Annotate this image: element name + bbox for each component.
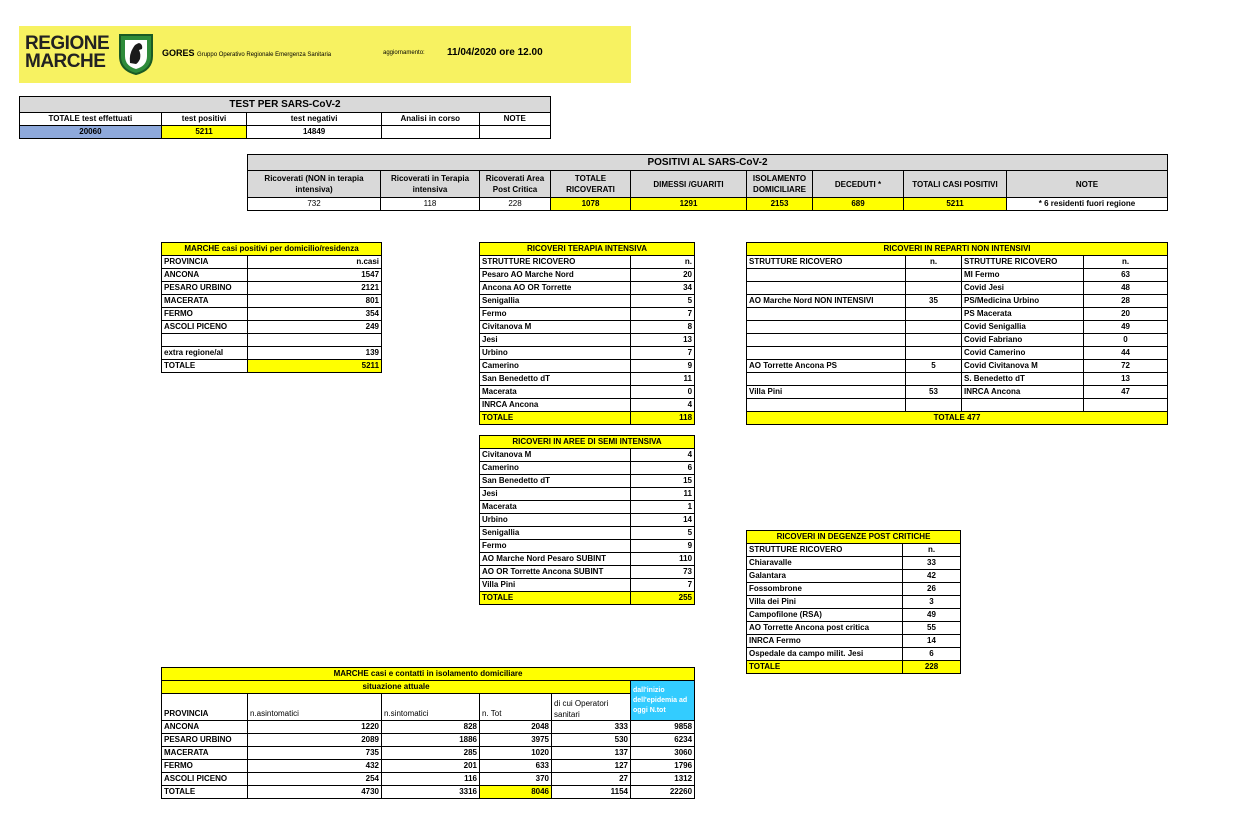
domicilio-col-provincia: PROVINCIA — [162, 256, 248, 269]
domicilio-total-label: TOTALE — [162, 360, 248, 373]
domicilio-row — [162, 321, 382, 334]
iso-row-tot: 370 — [480, 773, 552, 786]
positivi-header-ricoverati: Ricoverati (NON in terapia intensiva) — [248, 171, 381, 198]
ni-row-struttura-2: INRCA Ancona — [962, 386, 1084, 399]
iso-row-operatori: 530 — [552, 734, 631, 747]
ni-total: TOTALE 477 — [747, 412, 1168, 425]
post-critiche-table — [746, 530, 961, 674]
iso-row-provincia: ASCOLI PICENO — [162, 773, 248, 786]
ti-row-value: 11 — [631, 373, 695, 386]
positivi-header-note: NOTE — [1007, 171, 1168, 198]
semi-row-name: AO Marche Nord Pesaro SUBINT — [480, 553, 631, 566]
ni-row-struttura-2: Covid Senigallia — [962, 321, 1084, 334]
ni-row — [747, 386, 1168, 399]
update-label: aggiornamento: — [383, 50, 425, 56]
ti-col-n: n. — [631, 256, 695, 269]
iso-row-operatori: 127 — [552, 760, 631, 773]
ti-row — [480, 373, 695, 386]
ni-row-n-2: 28 — [1084, 295, 1168, 308]
iso-row-epidemia: 6234 — [631, 734, 695, 747]
pc-total-value: 228 — [903, 661, 961, 674]
tests-notes-value — [479, 126, 550, 139]
tests-header-total: TOTALE test effettuati — [20, 113, 162, 126]
iso-row-tot: 2048 — [480, 721, 552, 734]
semi-row-value: 7 — [631, 579, 695, 592]
ni-row — [747, 334, 1168, 347]
iso-row-provincia: FERMO — [162, 760, 248, 773]
positivi-header-dimessi: DIMESSI /GUARITI — [631, 171, 747, 198]
ni-row-struttura-2: Covid Jesi — [962, 282, 1084, 295]
pc-col-strutture: STRUTTURE RICOVERO — [747, 544, 903, 557]
iso-row-tot: 633 — [480, 760, 552, 773]
pc-row-value: 42 — [903, 570, 961, 583]
ni-row — [747, 295, 1168, 308]
pc-row-name: AO Torrette Ancona post critica — [747, 622, 903, 635]
iso-row-epidemia: 3060 — [631, 747, 695, 760]
ni-row — [747, 282, 1168, 295]
tests-title: TEST PER SARS-CoV-2 — [20, 97, 551, 113]
logo-text — [25, 35, 109, 71]
ti-row-name: Senigallia — [480, 295, 631, 308]
iso-row-asintomatici: 432 — [248, 760, 382, 773]
ti-row-name: Fermo — [480, 308, 631, 321]
iso-total-epidemia: 22260 — [631, 786, 695, 799]
semi-row-value: 11 — [631, 488, 695, 501]
iso-row-sintomatici: 116 — [382, 773, 480, 786]
iso-total-tot: 8046 — [480, 786, 552, 799]
domicilio-row — [162, 269, 382, 282]
ti-row-name: INRCA Ancona — [480, 399, 631, 412]
ni-row-struttura-2: PS Macerata — [962, 308, 1084, 321]
iso-row-asintomatici: 2089 — [248, 734, 382, 747]
iso-header-sintomatici: n.sintomatici — [382, 708, 480, 721]
semi-row-value: 4 — [631, 449, 695, 462]
pc-row-value: 14 — [903, 635, 961, 648]
pc-row — [747, 596, 961, 609]
semi-row — [480, 501, 695, 514]
ni-row-n-2: 47 — [1084, 386, 1168, 399]
semi-row — [480, 514, 695, 527]
ni-row — [747, 269, 1168, 282]
semi-row-name: Jesi — [480, 488, 631, 501]
ni-row-struttura-1 — [747, 347, 906, 360]
ti-row-value: 7 — [631, 347, 695, 360]
positivi-header-totale-ricoverati: TOTALE RICOVERATI — [551, 171, 631, 198]
semi-row — [480, 553, 695, 566]
ni-row-struttura-2: S. Benedetto dT — [962, 373, 1084, 386]
domicilio-row — [162, 334, 382, 347]
ni-col-n-1: n. — [906, 256, 962, 269]
ni-row-n-1 — [906, 282, 962, 295]
ni-row-n-1 — [906, 347, 962, 360]
semi-row-name: San Benedetto dT — [480, 475, 631, 488]
iso-rows — [162, 721, 695, 786]
positivi-value-totali: 5211 — [904, 198, 1007, 211]
tests-header-negative: test negativi — [247, 113, 382, 126]
iso-row-provincia: PESARO URBINO — [162, 734, 248, 747]
ti-row-name: San Benedetto dT — [480, 373, 631, 386]
ni-row-struttura-1 — [747, 321, 906, 334]
ni-row-struttura-1 — [747, 373, 906, 386]
logo-line-1: REGIONE — [25, 33, 110, 54]
ti-row-name: Urbino — [480, 347, 631, 360]
ti-row-value: 7 — [631, 308, 695, 321]
ni-row-n-2: 49 — [1084, 321, 1168, 334]
ti-row-value: 8 — [631, 321, 695, 334]
org-acronym: GORES — [162, 48, 195, 58]
ni-row-n-2: 44 — [1084, 347, 1168, 360]
iso-row-epidemia: 1796 — [631, 760, 695, 773]
ni-row-n-1: 53 — [906, 386, 962, 399]
domicilio-row — [162, 295, 382, 308]
ni-row-n-1 — [906, 373, 962, 386]
semi-row-name: Macerata — [480, 501, 631, 514]
iso-row-asintomatici: 254 — [248, 773, 382, 786]
tests-table — [19, 96, 551, 139]
iso-epidemia-header: dall'inizio dell'epidemia ad oggi N.tot — [631, 681, 695, 721]
ni-row — [747, 321, 1168, 334]
pc-row — [747, 635, 961, 648]
domicilio-row — [162, 347, 382, 360]
domicilio-col-casi: n.casi — [248, 256, 382, 269]
iso-blank — [382, 694, 480, 709]
domicilio-table — [161, 242, 382, 373]
ni-row-n-1: 5 — [906, 360, 962, 373]
tests-header-notes: NOTE — [479, 113, 550, 126]
ti-total-value: 118 — [631, 412, 695, 425]
terapia-intensiva-table — [479, 242, 695, 605]
non-intensivi-table — [746, 242, 1168, 425]
ti-row — [480, 269, 695, 282]
ni-row-struttura-2 — [962, 399, 1084, 412]
semi-row-value: 73 — [631, 566, 695, 579]
ti-row — [480, 334, 695, 347]
ni-row-n-1: 35 — [906, 295, 962, 308]
ni-row-struttura-1: AO Marche Nord NON INTENSIVI — [747, 295, 906, 308]
ni-col-n-2: n. — [1084, 256, 1168, 269]
domicilio-row-name: ANCONA — [162, 269, 248, 282]
iso-row-sintomatici: 201 — [382, 760, 480, 773]
ti-row-name: Civitanova M — [480, 321, 631, 334]
ti-row-value: 4 — [631, 399, 695, 412]
tests-positive-value: 5211 — [161, 126, 246, 139]
domicilio-row-value: 801 — [248, 295, 382, 308]
pc-row-value: 26 — [903, 583, 961, 596]
ni-row-struttura-2: MI Fermo — [962, 269, 1084, 282]
ni-row-n-2 — [1084, 399, 1168, 412]
domicilio-row-name: MACERATA — [162, 295, 248, 308]
iso-row-provincia: MACERATA — [162, 747, 248, 760]
ni-rows — [747, 269, 1168, 412]
tests-pending-value — [381, 126, 479, 139]
domicilio-row-name: FERMO — [162, 308, 248, 321]
ti-row-name: Pesaro AO Marche Nord — [480, 269, 631, 282]
semi-row — [480, 475, 695, 488]
ni-row-n-2: 20 — [1084, 308, 1168, 321]
domicilio-row-value: 354 — [248, 308, 382, 321]
ni-row-struttura-1 — [747, 334, 906, 347]
positivi-header-post-critica: Ricoverati Area Post Critica — [480, 171, 551, 198]
ti-row — [480, 399, 695, 412]
semi-row-name: Camerino — [480, 462, 631, 475]
ni-row-n-1 — [906, 399, 962, 412]
semi-total-label: TOTALE — [480, 592, 631, 605]
ni-row-n-2: 72 — [1084, 360, 1168, 373]
semi-row-name: Fermo — [480, 540, 631, 553]
ti-row — [480, 347, 695, 360]
pc-row-name: INRCA Fermo — [747, 635, 903, 648]
tests-total-value: 20060 — [20, 126, 162, 139]
ni-row-n-2: 0 — [1084, 334, 1168, 347]
positivi-title: POSITIVI AL SARS-CoV-2 — [248, 155, 1168, 171]
pc-row-name: Galantara — [747, 570, 903, 583]
iso-row — [162, 734, 695, 747]
positivi-header-ti: Ricoverati in Terapia intensiva — [381, 171, 480, 198]
ti-row — [480, 386, 695, 399]
header-banner — [19, 26, 631, 83]
isolamento-table — [161, 667, 695, 799]
org-full-name: Gruppo Operativo Regionale Emergenza Sanitaria — [197, 52, 332, 58]
semi-row-value: 14 — [631, 514, 695, 527]
ni-row — [747, 399, 1168, 412]
semi-row-name: Villa Pini — [480, 579, 631, 592]
ni-row-struttura-1: AO Torrette Ancona PS — [747, 360, 906, 373]
ni-row-n-1 — [906, 269, 962, 282]
positivi-value-ricoverati: 732 — [248, 198, 381, 211]
iso-row-sintomatici: 1886 — [382, 734, 480, 747]
iso-row-operatori: 137 — [552, 747, 631, 760]
org-name — [162, 48, 331, 58]
semi-row-value: 1 — [631, 501, 695, 514]
ti-row-value: 20 — [631, 269, 695, 282]
positivi-value-note: * 6 residenti fuori regione — [1007, 198, 1168, 211]
ti-row-name: Ancona AO OR Torrette — [480, 282, 631, 295]
ti-row-value: 0 — [631, 386, 695, 399]
ni-row-struttura-2: Covid Civitanova M — [962, 360, 1084, 373]
ti-row — [480, 295, 695, 308]
ti-row-value: 9 — [631, 360, 695, 373]
ni-col-strutture-1: STRUTTURE RICOVERO — [747, 256, 906, 269]
iso-row-tot: 3975 — [480, 734, 552, 747]
semi-row — [480, 488, 695, 501]
pc-row — [747, 609, 961, 622]
semi-row — [480, 540, 695, 553]
iso-row-sintomatici: 828 — [382, 721, 480, 734]
pc-row-value: 6 — [903, 648, 961, 661]
domicilio-row — [162, 308, 382, 321]
domicilio-total-value: 5211 — [248, 360, 382, 373]
iso-row — [162, 773, 695, 786]
pc-total-label: TOTALE — [747, 661, 903, 674]
region-emblem-icon — [117, 32, 155, 76]
ni-row — [747, 308, 1168, 321]
iso-blank — [480, 694, 552, 709]
pc-row — [747, 622, 961, 635]
iso-row-epidemia: 1312 — [631, 773, 695, 786]
ti-row-value: 13 — [631, 334, 695, 347]
iso-row — [162, 747, 695, 760]
pc-row-name: Ospedale da campo milit. Jesi — [747, 648, 903, 661]
semi-row — [480, 579, 695, 592]
iso-row-sintomatici: 285 — [382, 747, 480, 760]
iso-row-asintomatici: 1220 — [248, 721, 382, 734]
positivi-value-post-critica: 228 — [480, 198, 551, 211]
semi-row-value: 110 — [631, 553, 695, 566]
update-value: 11/04/2020 ore 12.00 — [447, 47, 543, 58]
iso-row-operatori: 27 — [552, 773, 631, 786]
iso-total-asintomatici: 4730 — [248, 786, 382, 799]
pc-row — [747, 648, 961, 661]
pc-row-value: 55 — [903, 622, 961, 635]
iso-header-operatori: di cui Operatori sanitari — [552, 694, 631, 721]
semi-row-name: Senigallia — [480, 527, 631, 540]
ni-row-struttura-1 — [747, 308, 906, 321]
semi-row-value: 15 — [631, 475, 695, 488]
tests-header-positive: test positivi — [161, 113, 246, 126]
semi-row — [480, 449, 695, 462]
semi-row-name: AO OR Torrette Ancona SUBINT — [480, 566, 631, 579]
domicilio-row-value: 1547 — [248, 269, 382, 282]
ni-row — [747, 360, 1168, 373]
pc-row-name: Chiaravalle — [747, 557, 903, 570]
positivi-value-dimessi: 1291 — [631, 198, 747, 211]
positivi-table — [247, 154, 1168, 211]
semi-row-value: 6 — [631, 462, 695, 475]
ni-row-struttura-1 — [747, 282, 906, 295]
semi-row-value: 5 — [631, 527, 695, 540]
iso-total-label: TOTALE — [162, 786, 248, 799]
pc-row — [747, 570, 961, 583]
positivi-value-ti: 118 — [381, 198, 480, 211]
semi-row — [480, 566, 695, 579]
ni-row — [747, 373, 1168, 386]
pc-row-value: 3 — [903, 596, 961, 609]
pc-col-n: n. — [903, 544, 961, 557]
semi-total-value: 255 — [631, 592, 695, 605]
iso-row-tot: 1020 — [480, 747, 552, 760]
domicilio-row-name: PESARO URBINO — [162, 282, 248, 295]
ti-title: RICOVERI TERAPIA INTENSIVA — [480, 243, 695, 256]
ni-row-n-1 — [906, 334, 962, 347]
ni-row-n-1 — [906, 308, 962, 321]
ni-row-struttura-1: Villa Pini — [747, 386, 906, 399]
ti-total-label: TOTALE — [480, 412, 631, 425]
ti-row — [480, 360, 695, 373]
ni-row — [747, 347, 1168, 360]
semi-row-name: Civitanova M — [480, 449, 631, 462]
ti-row — [480, 321, 695, 334]
ti-row-name: Camerino — [480, 360, 631, 373]
iso-header-tot: n. Tot — [480, 708, 552, 721]
domicilio-row-name — [162, 334, 248, 347]
pc-row-name: Fossombrone — [747, 583, 903, 596]
positivi-header-deceduti: DECEDUTI * — [813, 171, 904, 198]
pc-row-name: Campofilone (RSA) — [747, 609, 903, 622]
iso-title: MARCHE casi e contatti in isolamento domiciliare — [162, 668, 695, 681]
pc-rows — [747, 557, 961, 661]
tests-negative-value: 14849 — [247, 126, 382, 139]
positivi-header-isolamento: ISOLAMENTO DOMICILIARE — [747, 171, 813, 198]
ti-row-name: Jesi — [480, 334, 631, 347]
iso-row — [162, 760, 695, 773]
ni-row-n-2: 48 — [1084, 282, 1168, 295]
positivi-header-totali: TOTALI CASI POSITIVI — [904, 171, 1007, 198]
pc-row-name: Villa dei Pini — [747, 596, 903, 609]
domicilio-rows — [162, 269, 382, 360]
ni-row-struttura-1 — [747, 269, 906, 282]
positivi-value-totale-ricoverati: 1078 — [551, 198, 631, 211]
ni-row-struttura-2: PS/Medicina Urbino — [962, 295, 1084, 308]
pc-row — [747, 557, 961, 570]
iso-row-operatori: 333 — [552, 721, 631, 734]
iso-row-provincia: ANCONA — [162, 721, 248, 734]
positivi-value-deceduti: 689 — [813, 198, 904, 211]
semi-rows — [480, 449, 695, 592]
iso-total-sintomatici: 3316 — [382, 786, 480, 799]
logo-line-2: MARCHE — [25, 51, 106, 72]
ti-row — [480, 282, 695, 295]
iso-subtitle: situazione attuale — [162, 681, 631, 694]
pc-row — [747, 583, 961, 596]
pc-row-value: 33 — [903, 557, 961, 570]
tests-header-pending: Analisi in corso — [381, 113, 479, 126]
ni-row-struttura-1 — [747, 399, 906, 412]
ni-title: RICOVERI IN REPARTI NON INTENSIVI — [747, 243, 1168, 256]
iso-blank — [162, 694, 248, 709]
semi-title: RICOVERI IN AREE DI SEMI INTENSIVA — [480, 436, 695, 449]
semi-row — [480, 527, 695, 540]
iso-blank — [248, 694, 382, 709]
ti-rows — [480, 269, 695, 412]
semi-row-name: Urbino — [480, 514, 631, 527]
ni-row-struttura-2: Covid Camerino — [962, 347, 1084, 360]
domicilio-row-value: 2121 — [248, 282, 382, 295]
semi-row — [480, 462, 695, 475]
spacer — [480, 425, 695, 436]
domicilio-row-value — [248, 334, 382, 347]
ni-col-strutture-2: STRUTTURE RICOVERO — [962, 256, 1084, 269]
ni-row-n-2: 63 — [1084, 269, 1168, 282]
domicilio-row-name: extra regione/al — [162, 347, 248, 360]
pc-title: RICOVERI IN DEGENZE POST CRITICHE — [747, 531, 961, 544]
iso-row — [162, 721, 695, 734]
domicilio-row-value: 139 — [248, 347, 382, 360]
ti-col-strutture: STRUTTURE RICOVERO — [480, 256, 631, 269]
ti-row-value: 5 — [631, 295, 695, 308]
iso-header-provincia: PROVINCIA — [162, 708, 248, 721]
iso-header-asintomatici: n.asintomatici — [248, 708, 382, 721]
pc-row-value: 49 — [903, 609, 961, 622]
ni-row-n-2: 13 — [1084, 373, 1168, 386]
domicilio-row — [162, 282, 382, 295]
ni-row-n-1 — [906, 321, 962, 334]
domicilio-row-name: ASCOLI PICENO — [162, 321, 248, 334]
ni-row-struttura-2: Covid Fabriano — [962, 334, 1084, 347]
domicilio-row-value: 249 — [248, 321, 382, 334]
ti-row-value: 34 — [631, 282, 695, 295]
semi-row-value: 9 — [631, 540, 695, 553]
iso-row-asintomatici: 735 — [248, 747, 382, 760]
iso-total-operatori: 1154 — [552, 786, 631, 799]
ti-row-name: Macerata — [480, 386, 631, 399]
ti-row — [480, 308, 695, 321]
positivi-value-isolamento: 2153 — [747, 198, 813, 211]
iso-row-epidemia: 9858 — [631, 721, 695, 734]
domicilio-title: MARCHE casi positivi per domicilio/residenza — [162, 243, 382, 256]
